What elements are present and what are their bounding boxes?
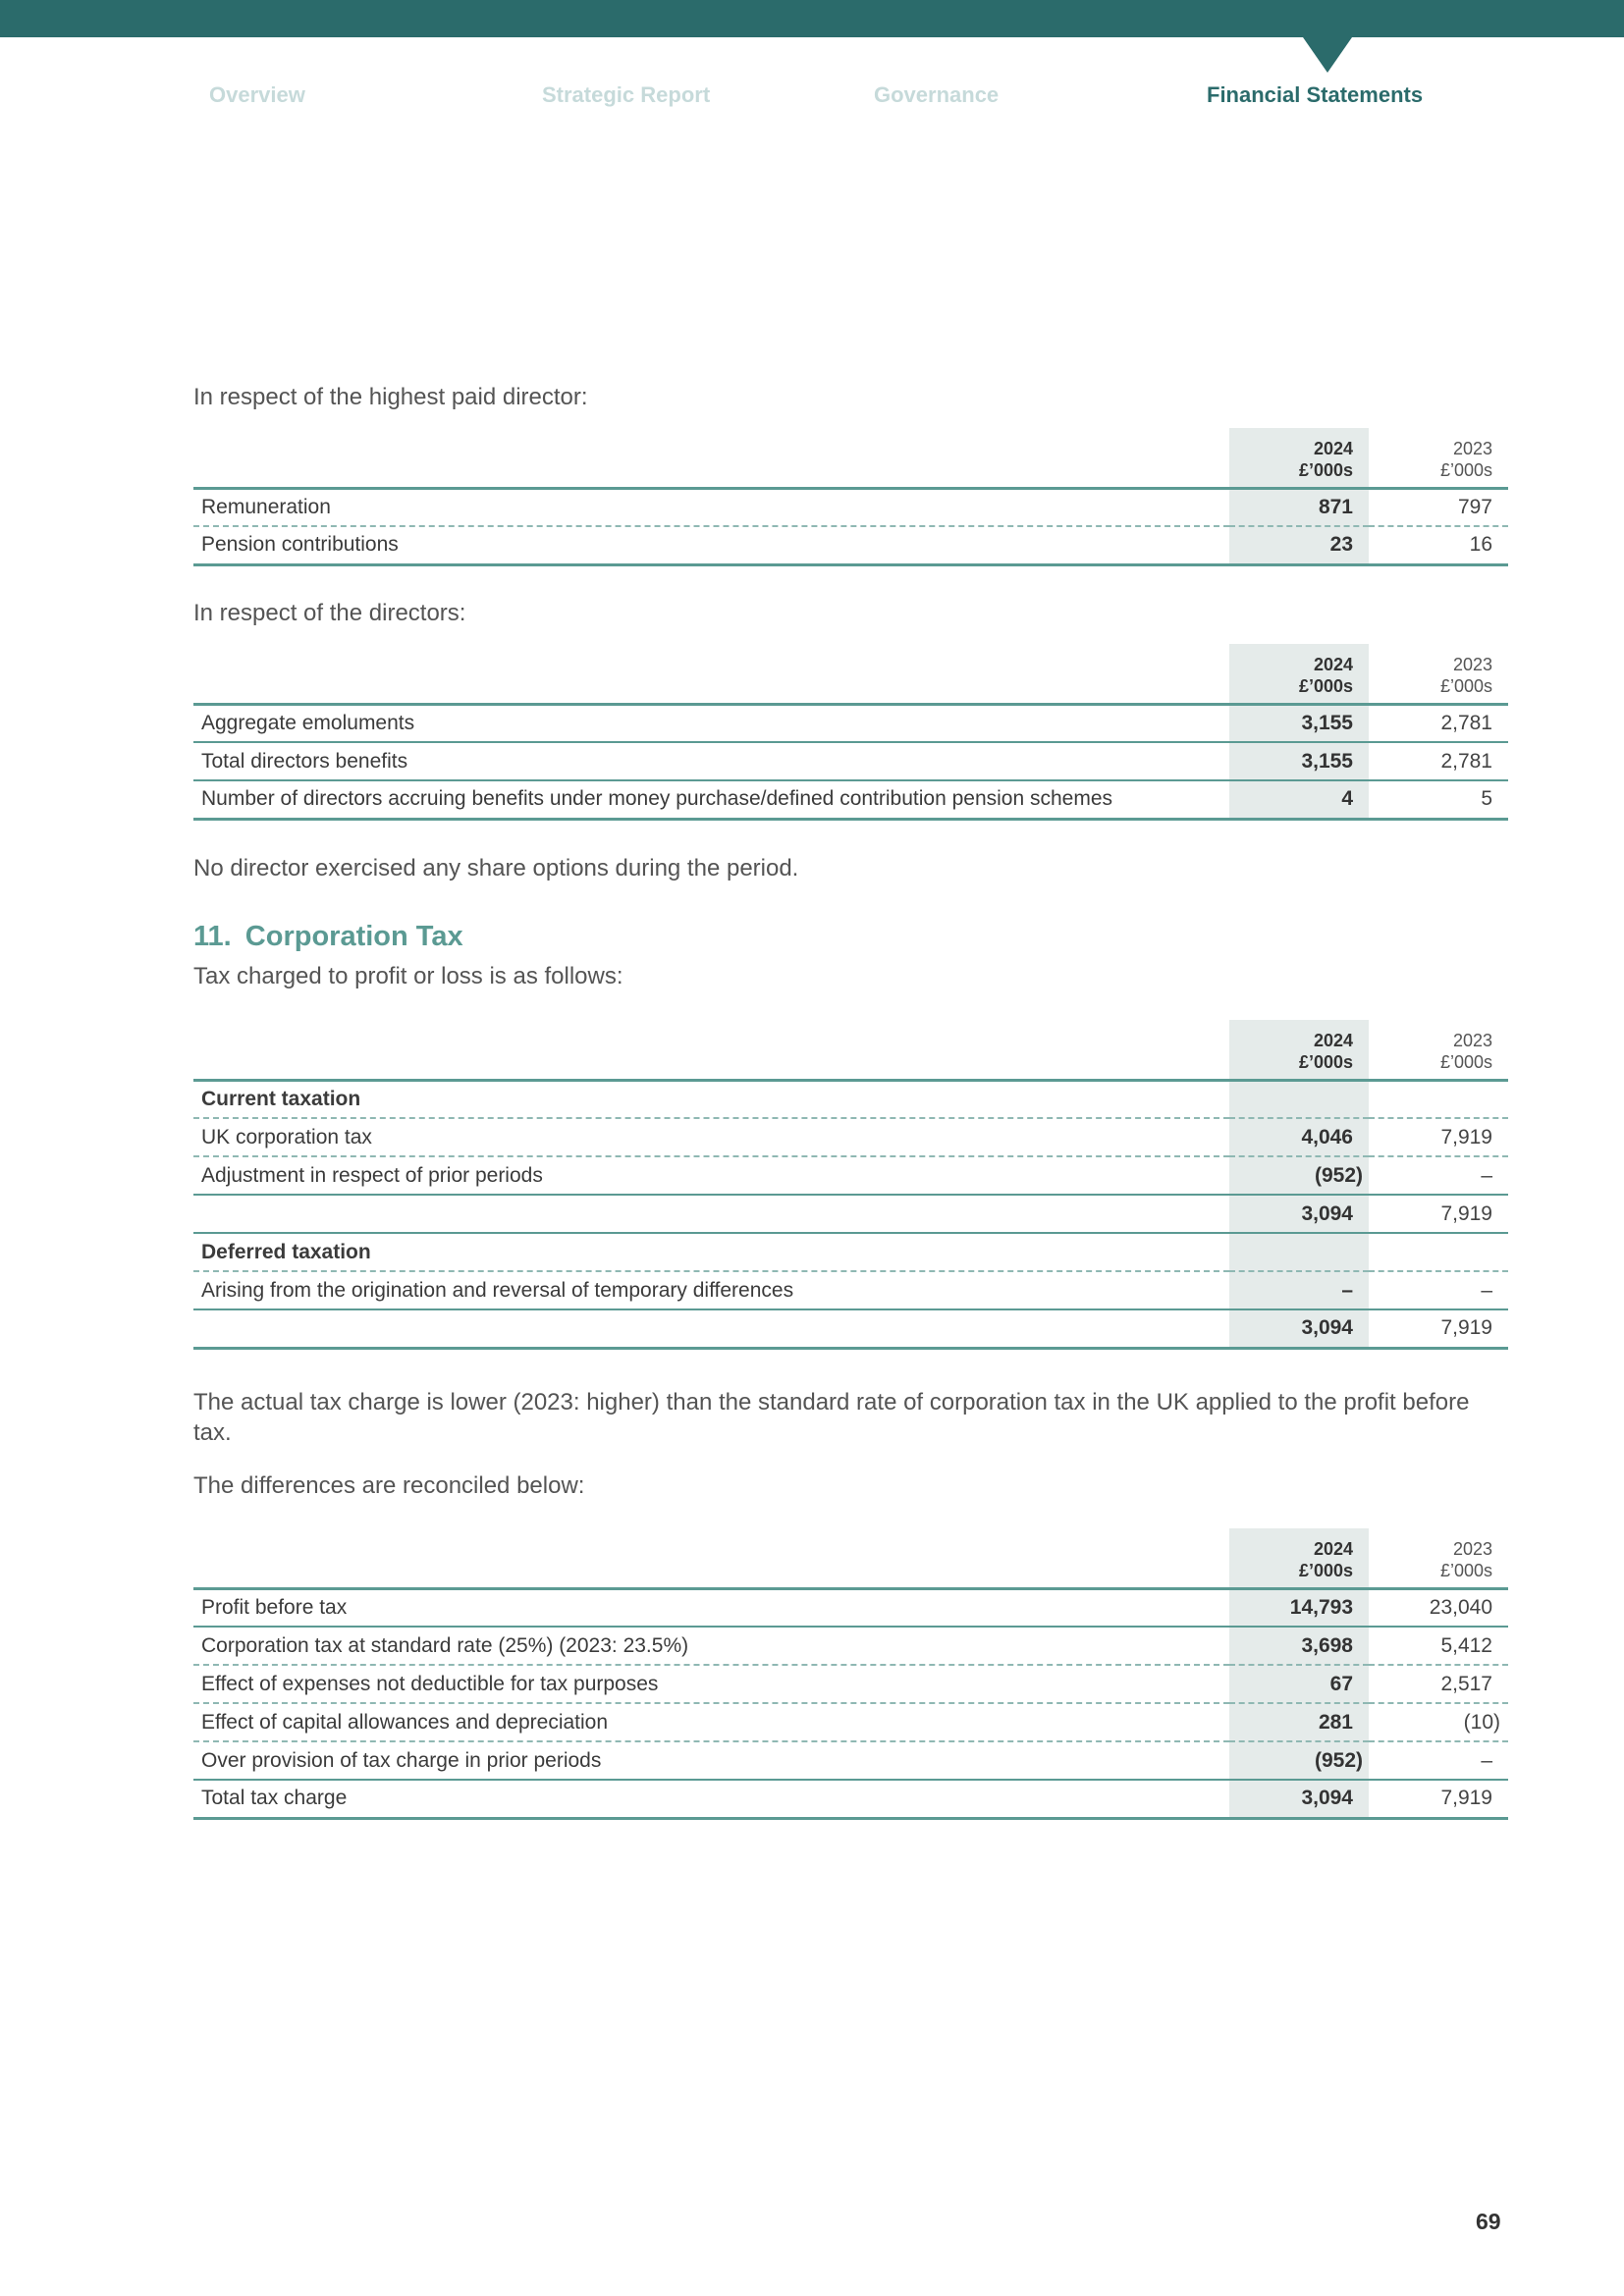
table-row bbox=[193, 1309, 1508, 1348]
value-2024: 281 bbox=[1229, 1703, 1369, 1741]
table-row bbox=[193, 488, 1508, 526]
row-label: Effect of expenses not deductible for tax purposes bbox=[193, 1665, 1229, 1703]
column-2024-header bbox=[1229, 1528, 1369, 1588]
section-intro: Tax charged to profit or loss is as follows: bbox=[193, 963, 623, 989]
nav-overview[interactable]: Overview bbox=[209, 82, 305, 107]
table-row bbox=[193, 526, 1508, 564]
table-row bbox=[193, 1118, 1508, 1156]
top-bar bbox=[0, 0, 1624, 37]
table-row bbox=[193, 1195, 1508, 1233]
value-2023: 7,919 bbox=[1369, 1118, 1508, 1156]
value-2024: 3,698 bbox=[1229, 1627, 1369, 1665]
unit-2023: £’000s bbox=[1439, 1052, 1492, 1072]
row-label: Corporation tax at standard rate (25%) (2023: 23.5%) bbox=[193, 1627, 1229, 1665]
year-2024: 2024 bbox=[1313, 1539, 1353, 1559]
intro-directors: In respect of the directors: bbox=[193, 600, 466, 626]
unit-2023: £’000s bbox=[1439, 1561, 1492, 1580]
table-row bbox=[193, 780, 1508, 819]
section-title: Corporation Tax bbox=[244, 921, 463, 952]
value-2023: 2,517 bbox=[1369, 1665, 1508, 1703]
year-2023: 2023 bbox=[1452, 1031, 1492, 1050]
section-nav bbox=[0, 82, 1624, 112]
table-row bbox=[193, 1703, 1508, 1741]
column-2023-header bbox=[1369, 428, 1508, 488]
value-2024: (952) bbox=[1229, 1156, 1369, 1195]
table-row bbox=[193, 1588, 1508, 1627]
row-label bbox=[193, 1195, 1229, 1233]
value-2024: 3,155 bbox=[1229, 704, 1369, 742]
unit-2024: £’000s bbox=[1298, 460, 1353, 480]
row-label: Remuneration bbox=[193, 488, 1229, 526]
value-2023 bbox=[1369, 1233, 1508, 1271]
value-2023: 2,781 bbox=[1369, 704, 1508, 742]
page-number: 69 bbox=[1476, 2209, 1501, 2234]
value-2023: 16 bbox=[1369, 526, 1508, 564]
directors-table bbox=[193, 644, 1508, 821]
value-2024: 67 bbox=[1229, 1665, 1369, 1703]
unit-2024: £’000s bbox=[1298, 1561, 1353, 1580]
table-row bbox=[193, 1780, 1508, 1818]
value-2024: (952) bbox=[1229, 1741, 1369, 1780]
year-2023: 2023 bbox=[1452, 655, 1492, 674]
value-2023: – bbox=[1369, 1271, 1508, 1309]
row-label: Total tax charge bbox=[193, 1780, 1229, 1818]
value-2023: 2,781 bbox=[1369, 742, 1508, 780]
value-2024: – bbox=[1229, 1271, 1369, 1309]
table-row bbox=[193, 1741, 1508, 1780]
row-label: Pension contributions bbox=[193, 526, 1229, 564]
value-2023: 797 bbox=[1369, 488, 1508, 526]
column-2024-header bbox=[1229, 1020, 1369, 1080]
value-2024: 3,155 bbox=[1229, 742, 1369, 780]
table-row bbox=[193, 1233, 1508, 1271]
table-row bbox=[193, 1665, 1508, 1703]
row-label: Adjustment in respect of prior periods bbox=[193, 1156, 1229, 1195]
year-2024: 2024 bbox=[1313, 1031, 1353, 1050]
column-2023-header bbox=[1369, 644, 1508, 704]
table-row bbox=[193, 742, 1508, 780]
highest-paid-director-table bbox=[193, 428, 1508, 566]
row-label: Deferred taxation bbox=[193, 1233, 1229, 1271]
active-section-indicator bbox=[1303, 37, 1352, 73]
value-2024: 4 bbox=[1229, 780, 1369, 819]
row-label: Aggregate emoluments bbox=[193, 704, 1229, 742]
value-2023: 7,919 bbox=[1369, 1780, 1508, 1818]
unit-2024: £’000s bbox=[1298, 676, 1353, 696]
value-2023: (10) bbox=[1369, 1703, 1508, 1741]
value-2024: 3,094 bbox=[1229, 1195, 1369, 1233]
value-2023: – bbox=[1369, 1156, 1508, 1195]
column-2023-header bbox=[1369, 1528, 1508, 1588]
unit-2024: £’000s bbox=[1298, 1052, 1353, 1072]
column-2024-header bbox=[1229, 644, 1369, 704]
row-label bbox=[193, 1309, 1229, 1348]
value-2024 bbox=[1229, 1233, 1369, 1271]
tax-charge-table bbox=[193, 1020, 1508, 1350]
value-2023: 5,412 bbox=[1369, 1627, 1508, 1665]
value-2023: – bbox=[1369, 1741, 1508, 1780]
tax-reconciliation-table bbox=[193, 1528, 1508, 1820]
table-row bbox=[193, 1627, 1508, 1665]
nav-strategic-report[interactable]: Strategic Report bbox=[542, 82, 711, 107]
value-2023: 7,919 bbox=[1369, 1309, 1508, 1348]
unit-2023: £’000s bbox=[1439, 460, 1492, 480]
differences-paragraph: The differences are reconciled below: bbox=[193, 1472, 585, 1499]
actual-charge-paragraph: The actual tax charge is lower (2023: higher) than the standard rate of corporation tax in the UK applied to the profit before tax. bbox=[193, 1389, 1470, 1446]
year-2023: 2023 bbox=[1452, 439, 1492, 458]
share-options-note: No director exercised any share options during the period. bbox=[193, 855, 799, 881]
column-2023-header bbox=[1369, 1020, 1508, 1080]
section-number: 11. bbox=[193, 921, 232, 952]
row-label: Total directors benefits bbox=[193, 742, 1229, 780]
section-heading bbox=[193, 921, 463, 953]
row-label: UK corporation tax bbox=[193, 1118, 1229, 1156]
row-label: Number of directors accruing benefits under money purchase/defined contribution pension schemes bbox=[193, 780, 1229, 819]
row-label: Arising from the origination and reversal of temporary differences bbox=[193, 1271, 1229, 1309]
column-2024-header bbox=[1229, 428, 1369, 488]
row-label: Effect of capital allowances and depreciation bbox=[193, 1703, 1229, 1741]
table-row bbox=[193, 704, 1508, 742]
value-2024: 23 bbox=[1229, 526, 1369, 564]
value-2023: 5 bbox=[1369, 780, 1508, 819]
row-label: Over provision of tax charge in prior periods bbox=[193, 1741, 1229, 1780]
intro-highest-paid: In respect of the highest paid director: bbox=[193, 384, 588, 410]
value-2024 bbox=[1229, 1080, 1369, 1118]
value-2024: 14,793 bbox=[1229, 1588, 1369, 1627]
value-2023: 23,040 bbox=[1369, 1588, 1508, 1627]
row-label: Profit before tax bbox=[193, 1588, 1229, 1627]
value-2024: 3,094 bbox=[1229, 1309, 1369, 1348]
value-2023 bbox=[1369, 1080, 1508, 1118]
table-row bbox=[193, 1271, 1508, 1309]
value-2023: 7,919 bbox=[1369, 1195, 1508, 1233]
nav-financial-statements[interactable]: Financial Statements bbox=[1207, 82, 1424, 107]
value-2024: 871 bbox=[1229, 488, 1369, 526]
row-label: Current taxation bbox=[193, 1080, 1229, 1118]
unit-2023: £’000s bbox=[1439, 676, 1492, 696]
year-2024: 2024 bbox=[1313, 439, 1353, 458]
value-2024: 3,094 bbox=[1229, 1780, 1369, 1818]
table-row bbox=[193, 1156, 1508, 1195]
year-2024: 2024 bbox=[1313, 655, 1353, 674]
year-2023: 2023 bbox=[1452, 1539, 1492, 1559]
value-2024: 4,046 bbox=[1229, 1118, 1369, 1156]
nav-governance[interactable]: Governance bbox=[874, 82, 1000, 107]
table-row bbox=[193, 1080, 1508, 1118]
